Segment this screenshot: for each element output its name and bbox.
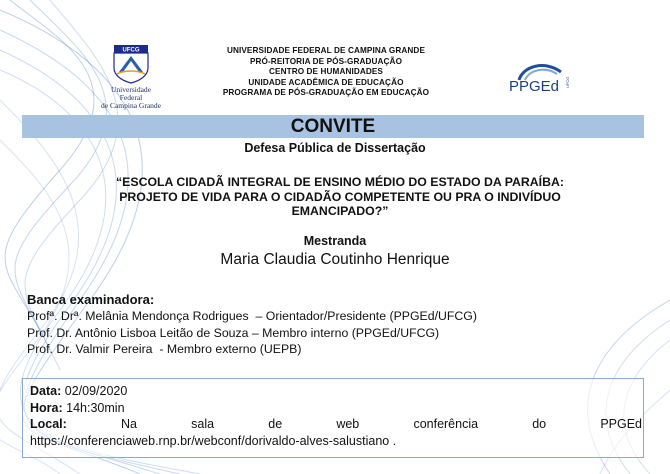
header-line: CENTRO DE HUMANIDADES (269, 67, 383, 77)
local-word: web (336, 417, 360, 432)
convite-band (22, 115, 644, 138)
header-line: PROGRAMA DE PÓS-GRADUAÇÃO EM EDUCAÇÃO (222, 88, 430, 98)
local-label: Local: (30, 417, 67, 432)
local-word: conferência (413, 417, 479, 432)
local-row (30, 416, 642, 433)
date-label: Data: (30, 384, 62, 398)
local-word: do (532, 417, 547, 432)
header-line: PRÓ-REITORIA DE PÓS-GRADUAÇÃO (249, 56, 403, 66)
local-word: sala (191, 417, 215, 432)
invite-subtitle: Defesa Pública de Dissertação (244, 141, 426, 155)
ufcg-logo-text: UFCG (122, 47, 140, 54)
invite-title: CONVITE (290, 116, 376, 137)
time-label: Hora: (30, 400, 63, 415)
role-label: Mestranda (303, 234, 367, 248)
header-line: UNIDADE ACADÊMICA DE EDUCAÇÃO (248, 77, 404, 87)
committee-title: Banca examinadora: (27, 292, 155, 307)
thesis-title-line: “ESCOLA CIDADÃ INTEGRAL DE ENSINO MÉDIO DO ESTADO DA PARAÍBA: (116, 175, 564, 189)
candidate-name: Maria Claudia Coutinho Henrique (220, 251, 450, 268)
committee-member: Prof. Dr. Valmir Pereira - Membro externo (UEPB) (27, 342, 302, 357)
date-value: 02/09/2020 (64, 384, 128, 398)
committee-member: Profª. Drª. Melânia Mendonça Rodrigues – Orientador/Presidente (PPGEd/UFCG) (27, 309, 477, 323)
ufcg-logo (100, 44, 162, 110)
committee-member: Prof. Dr. Antônio Lisboa Leitão de Souza – Membro interno (PPGEd/UFCG) (27, 325, 440, 340)
local-word: PPGEd (600, 417, 642, 432)
thesis-title (70, 175, 610, 219)
details-box (22, 378, 644, 458)
thesis-title-line: EMANCIPADO?” (291, 204, 389, 219)
committee-section (27, 292, 627, 358)
time-row (30, 400, 637, 417)
local-word: Na (120, 417, 137, 432)
institution-header (190, 46, 462, 99)
institution-caption: Universidade Federal de Campina Grande (101, 85, 161, 110)
thesis-title-line: PROJETO DE VIDA PARA O CIDADÃO COMPETENTE OU PRA O INDIVÍDUO (119, 189, 561, 204)
ufcg-shield-icon (111, 44, 151, 84)
local-word: de (268, 417, 283, 432)
date-row (30, 383, 637, 400)
time-value: 14h:30min (66, 400, 125, 415)
ppged-logo (505, 58, 575, 100)
conference-link[interactable]: https://conferenciaweb.rnp.br/webconf/dorivaldo-alves-salustiano . (30, 434, 397, 449)
header-line: UNIVERSIDADE FEDERAL DE CAMPINA GRANDE (226, 46, 426, 55)
ppged-logo-text: PPGEd (509, 78, 560, 95)
ppged-logo-small: UFCG (565, 76, 570, 88)
